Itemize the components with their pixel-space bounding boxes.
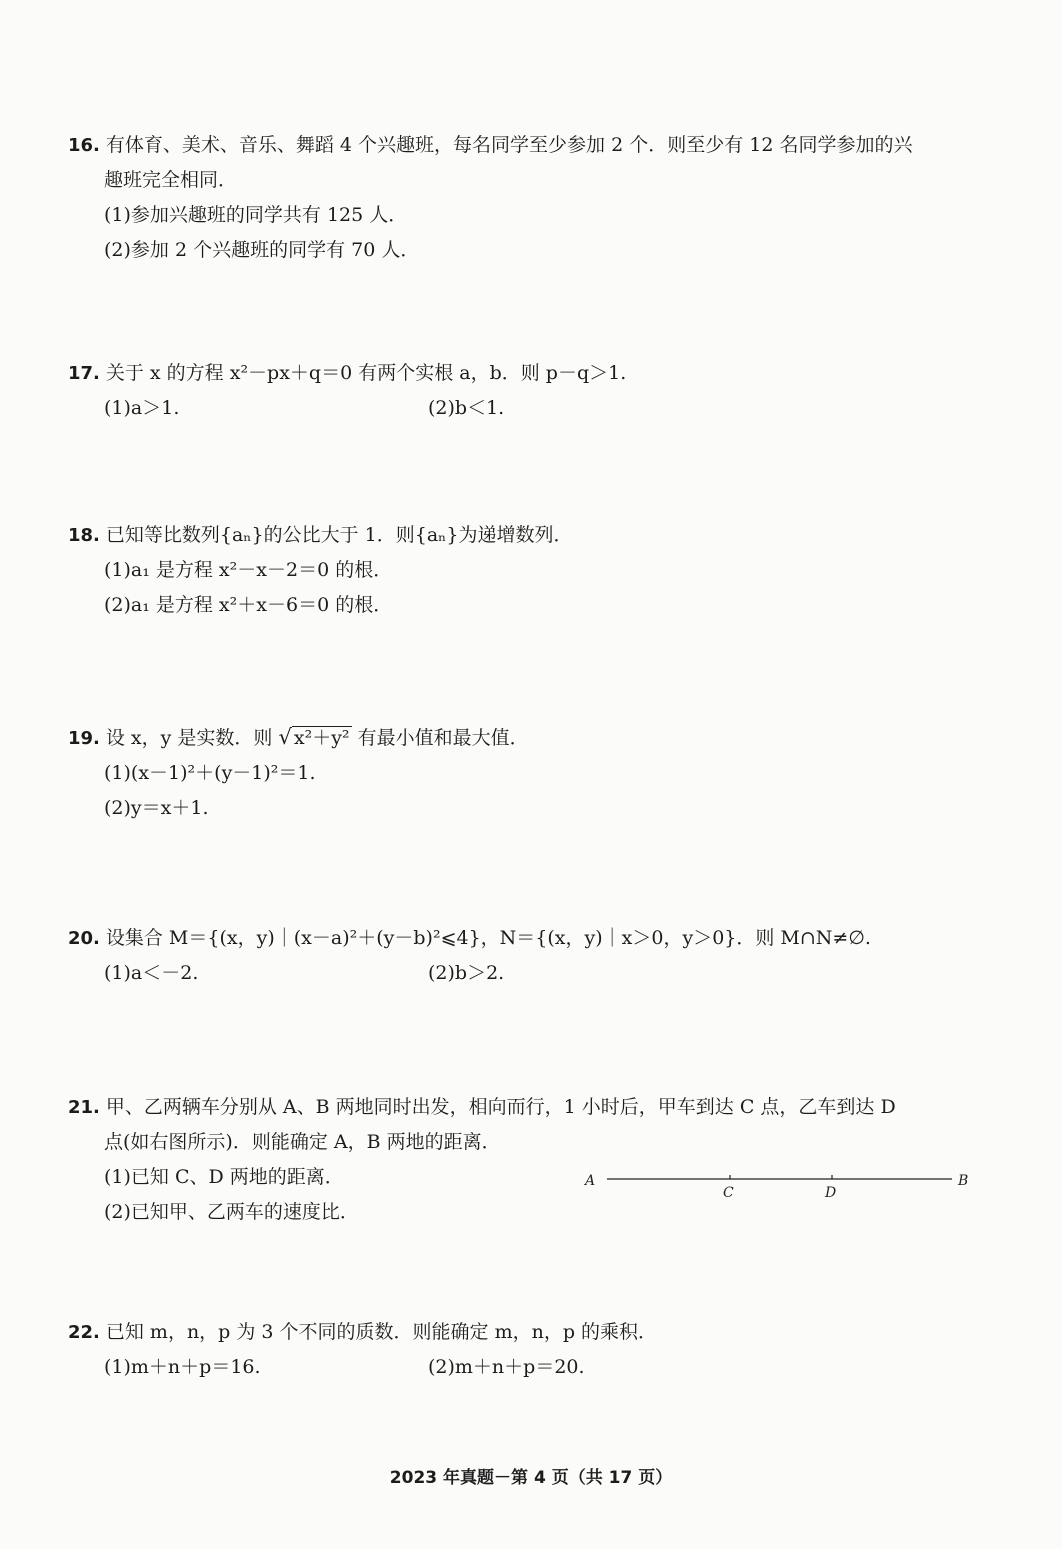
question-number: 18. — [68, 525, 100, 546]
question-number: 19. — [68, 728, 100, 749]
sqrt-radicand: x²＋y² — [293, 727, 350, 749]
condition-2: (2)y＝x＋1. — [104, 797, 209, 819]
condition-1: (1)a＜－2. — [104, 962, 199, 984]
point-d-label: D — [825, 1185, 837, 1201]
question-stem: 设集合 M＝{(x，y)｜(x－a)²＋(y－b)²⩽4}，N＝{(x，y)｜x＞0，y＞0}．则 M∩N≠∅. — [105, 927, 871, 949]
condition-1: (1)m＋n＋p＝16. — [104, 1356, 261, 1378]
condition-2: (2)b＜1. — [428, 397, 505, 419]
condition-2: (2)参加 2 个兴趣班的同学有 70 人． — [104, 239, 420, 261]
question-number: 17. — [68, 363, 100, 384]
question-20 — [68, 921, 988, 991]
question-number: 20. — [68, 928, 100, 949]
question-stem-cont: 点(如右图所示)．则能确定 A，B 两地的距离． — [104, 1131, 501, 1153]
question-number: 21. — [68, 1097, 100, 1118]
condition-2: (2)b＞2. — [428, 962, 505, 984]
question-stem: 设 x，y 是实数．则 — [105, 727, 279, 749]
condition-1: (1)(x－1)²＋(y－1)²＝1. — [104, 762, 316, 784]
point-c-label: C — [723, 1185, 734, 1201]
sqrt-symbol: √ — [278, 725, 292, 749]
point-a-label: A — [585, 1173, 596, 1189]
page-footer: 2023 年真题－第 4 页（共 17 页） — [389, 1468, 673, 1488]
question-stem: 已知 m，n，p 为 3 个不同的质数．则能确定 m，n，p 的乘积． — [105, 1321, 658, 1343]
question-number: 22. — [68, 1322, 100, 1343]
question-19 — [68, 720, 988, 826]
question-16 — [68, 128, 988, 268]
question-17 — [68, 356, 988, 426]
condition-2: (2)m＋n＋p＝20. — [428, 1356, 585, 1378]
condition-1: (1)参加兴趣班的同学共有 125 人． — [104, 204, 408, 226]
question-stem: 已知等比数列{aₙ}的公比大于 1．则{aₙ}为递增数列． — [105, 524, 573, 546]
question-21 — [68, 1090, 988, 1230]
condition-1: (1)a₁ 是方程 x²－x－2＝0 的根． — [104, 559, 393, 581]
question-stem: 关于 x 的方程 x²－px＋q＝0 有两个实根 a，b．则 p－q＞1. — [105, 362, 627, 384]
question-18 — [68, 518, 988, 623]
condition-2: (2)a₁ 是方程 x²＋x－6＝0 的根． — [104, 594, 393, 616]
condition-1: (1)已知 C、D 两地的距离． — [104, 1166, 344, 1188]
question-22 — [68, 1315, 988, 1385]
question-number: 16. — [68, 135, 100, 156]
segment-diagram — [580, 1168, 980, 1208]
question-stem-cont: 有最小值和最大值． — [351, 727, 529, 749]
question-stem: 甲、乙两辆车分别从 A、B 两地同时出发，相向而行，1 小时后，甲车到达 C 点，乙车到达 D — [105, 1096, 896, 1118]
condition-2: (2)已知甲、乙两车的速度比． — [104, 1201, 359, 1223]
question-stem: 有体育、美术、音乐、舞蹈 4 个兴趣班，每名同学至少参加 2 个．则至少有 12 名同学参加的兴 — [105, 134, 913, 156]
point-b-label: B — [958, 1173, 969, 1189]
condition-1: (1)a＞1. — [104, 397, 180, 419]
question-stem-cont: 趣班完全相同． — [104, 169, 238, 191]
